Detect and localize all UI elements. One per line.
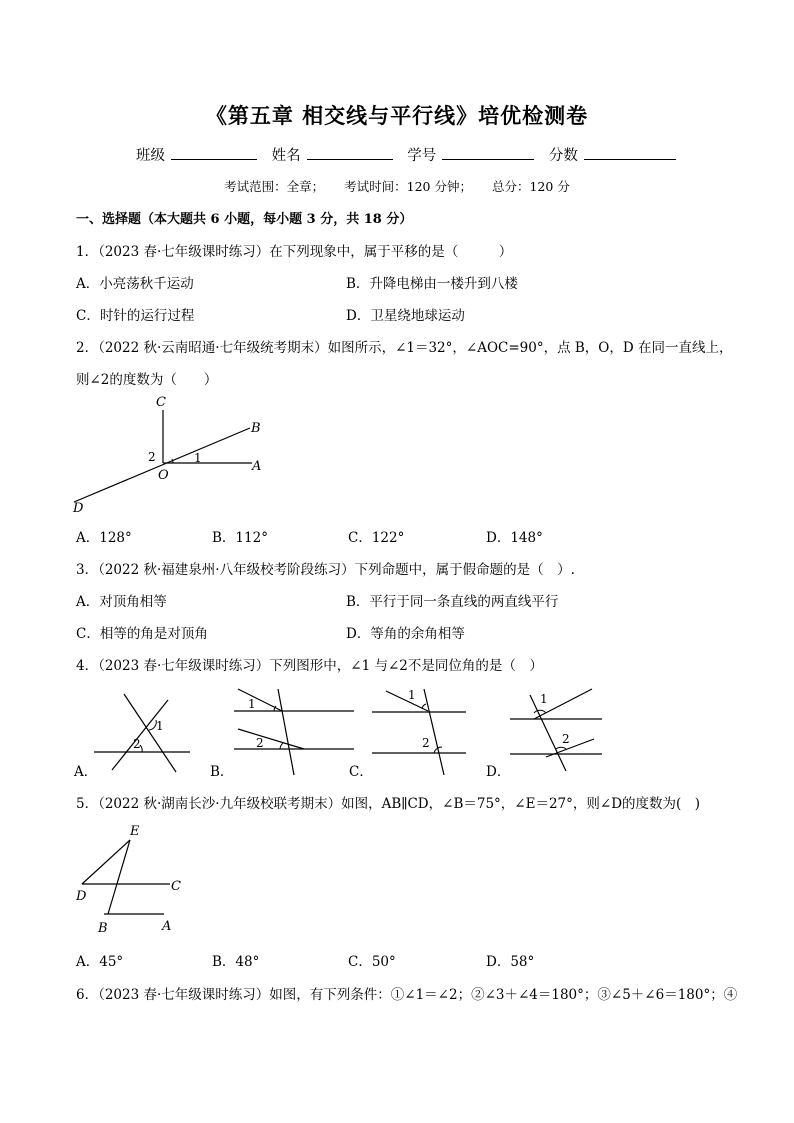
q4-option-a: A． bbox=[74, 764, 98, 780]
q2-label-o: O bbox=[158, 468, 169, 483]
q2-option-c: C．122° bbox=[348, 530, 405, 546]
q5-option-d: D．58° bbox=[486, 954, 535, 970]
exam-time: 考试时间：120 分钟； bbox=[344, 179, 472, 194]
question-2-stem: 2．（2022 秋·云南昭通·七年级统考期末）如图所示，∠1＝32°，∠AOC=90°，点 B，O，D 在同一直线上， bbox=[76, 340, 733, 356]
q4a-label-1: 1 bbox=[156, 719, 164, 733]
q1-option-a: A．小亮荡秋千运动 bbox=[76, 276, 194, 292]
q3-option-c: C．相等的角是对顶角 bbox=[76, 626, 208, 642]
q2-option-b: B．112° bbox=[212, 530, 268, 546]
class-blank bbox=[171, 145, 257, 160]
question-6-stem: 6．（2023 春·七年级课时练习）如图，有下列条件：①∠1＝∠2；②∠3＋∠4＝180°；③∠5＋∠6＝180°；④ bbox=[76, 987, 738, 1003]
q3-option-b: B．平行于同一条直线的两直线平行 bbox=[346, 594, 559, 610]
q2-label-c: C bbox=[156, 395, 166, 410]
q2-label-b: B bbox=[251, 421, 261, 436]
q4b-label-1: 1 bbox=[248, 697, 256, 711]
name-blank bbox=[307, 145, 393, 160]
q4c-label-2: 2 bbox=[422, 736, 430, 750]
q2-label-1: 1 bbox=[194, 451, 202, 465]
question-4-stem: 4．（2023 春·七年级课时练习）下列图形中，∠1 与∠2不是同位角的是（ ） bbox=[76, 658, 543, 674]
q4b-label-2: 2 bbox=[256, 736, 264, 750]
q2-label-a: A bbox=[252, 459, 262, 474]
q5-figure bbox=[70, 820, 200, 938]
question-5-stem: 5．（2022 秋·湖南长沙·九年级校联考期末）如图，AB∥CD，∠B＝75°，∠E＝27°，则∠D的度数为( ) bbox=[76, 796, 701, 812]
q1-option-b: B．升降电梯由一楼升到八楼 bbox=[346, 276, 518, 292]
q2-label-d: D bbox=[73, 501, 84, 516]
exam-range: 考试范围：全章； bbox=[224, 179, 325, 194]
q5-label-c: C bbox=[171, 879, 181, 894]
q5-label-e: E bbox=[130, 824, 140, 839]
question-1-stem: 1．（2023 春·七年级课时练习）在下列现象中，属于平移的是（ ） bbox=[76, 244, 513, 260]
q4-figure-d bbox=[506, 685, 616, 780]
q4-option-b: B． bbox=[210, 764, 234, 780]
q5-option-c: C．50° bbox=[348, 954, 396, 970]
q2-figure bbox=[70, 390, 280, 520]
section-heading: 一、选择题（本大题共 6 小题，每小题 3 分，共 18 分） bbox=[76, 212, 413, 227]
class-label: 班级 bbox=[136, 148, 165, 164]
exam-meta bbox=[0, 177, 794, 195]
name-label: 姓名 bbox=[271, 148, 301, 164]
score-blank bbox=[584, 145, 676, 160]
q3-option-d: D．等角的余角相等 bbox=[346, 626, 465, 642]
q4-figure-c bbox=[370, 685, 480, 780]
q5-label-b: B bbox=[98, 921, 108, 936]
q4a-label-2: 2 bbox=[133, 737, 141, 751]
q2-label-2: 2 bbox=[148, 450, 156, 464]
score-label: 分数 bbox=[548, 148, 578, 164]
id-label: 学号 bbox=[407, 148, 437, 164]
q1-option-d: D．卫星绕地球运动 bbox=[346, 308, 465, 324]
q4c-label-1: 1 bbox=[408, 688, 416, 702]
q5-label-d: D bbox=[76, 889, 87, 904]
q4-figure-a bbox=[90, 690, 200, 780]
question-2-stem-cont: 则∠2的度数为（ ） bbox=[76, 372, 218, 388]
q4-option-d: D． bbox=[486, 764, 511, 780]
q5-label-a: A bbox=[162, 919, 172, 934]
q2-option-a: A．128° bbox=[76, 530, 132, 546]
q2-option-d: D．148° bbox=[486, 530, 543, 546]
q5-option-b: B．48° bbox=[212, 954, 260, 970]
q4-option-c: C． bbox=[349, 764, 373, 780]
exam-total: 总分：120 分 bbox=[491, 179, 570, 194]
student-info-row bbox=[136, 144, 676, 165]
question-3-stem: 3．（2022 秋·福建泉州·八年级校考阶段练习）下列命题中，属于假命题的是（ ）. bbox=[76, 562, 575, 578]
q3-option-a: A．对顶角相等 bbox=[76, 594, 167, 610]
q5-option-a: A．45° bbox=[76, 954, 124, 970]
q4d-label-1: 1 bbox=[540, 692, 548, 706]
id-blank bbox=[442, 145, 534, 160]
page-title: 《第五章 相交线与平行线》培优检测卷 bbox=[205, 104, 589, 128]
q4d-label-2: 2 bbox=[562, 732, 570, 746]
q1-option-c: C．时针的运行过程 bbox=[76, 308, 195, 324]
q4-figure-b bbox=[230, 685, 360, 780]
